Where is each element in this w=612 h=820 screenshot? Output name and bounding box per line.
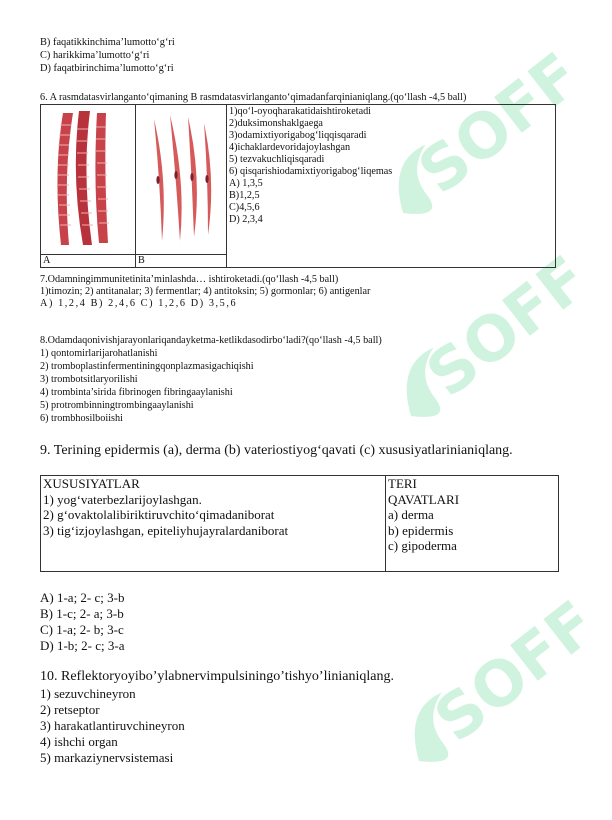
q8-item: 4) trombinta’sirida fibrinogen fibringaaylanishi: [40, 387, 233, 398]
q6-image-b-cell: [136, 105, 227, 255]
prev-option-b: B) faqatikkinchima’lumotto‘g‘ri: [40, 37, 175, 48]
svg-text:SOFF: SOFF: [404, 38, 594, 209]
q9-right-header-2: QAVATLARI: [388, 491, 460, 507]
q6-item: 2)duksimonshaklgaega: [229, 118, 323, 129]
q6-option: D) 2,3,4: [229, 214, 263, 225]
q6-item: 6) qisqarishiodamixtiyorigabog‘liqemas: [229, 166, 393, 177]
svg-text:SOFF: SOFF: [420, 586, 610, 757]
q9-right-header-1: TERI: [388, 476, 417, 491]
q9-table: [40, 475, 559, 572]
watermark-logo-2: [360, 241, 602, 475]
q9-feature: 1) yog‘vaterbezlarijoylashgan.: [43, 491, 202, 507]
q8-item: 3) trombotsitlaryorilishi: [40, 374, 138, 385]
q8-item: 5) protrombinningtrombingaaylanishi: [40, 400, 194, 411]
smooth-muscle-image: [136, 105, 226, 249]
q9-feature: 3) tig‘izjoylashgan, epiteliyhujayralardaniborat: [43, 522, 289, 538]
q6-option: C)4,5,6: [229, 202, 260, 213]
q6-item: 4)ichaklardevoridajoylashgan: [229, 142, 351, 153]
q6-option: B)1,2,5: [229, 190, 260, 201]
q6-label-a: A: [41, 255, 136, 268]
q8-item: 1) qontomirlarijarohatlanishi: [40, 348, 158, 359]
q6-item: 1)qo‘l-oyoqharakatidaishtiroketadi: [229, 106, 372, 117]
q6-item: 3)odamixtiyorigabog‘liqqisqaradi: [229, 130, 367, 141]
q9-left-header: XUSUSIYATLAR: [43, 476, 140, 491]
q10-item: 1) sezuvchineyron: [40, 686, 136, 701]
watermark-logo-3: [368, 586, 610, 820]
q8-item: 2) tromboplastinfermentiningqonplazmasigachiqishi: [40, 361, 254, 372]
q6-table: [40, 104, 556, 268]
q9-option-b: B) 1-c; 2- a; 3-b: [40, 606, 124, 621]
q9-option-c: C) 1-a; 2- b; 3-c: [40, 622, 124, 637]
q10-item: 5) markaziynervsistemasi: [40, 750, 174, 765]
q7-list: 1)timozin; 2) antitanalar; 3) fermentlar; 4) antitoksin; 5) gormonlar; 6) antigenlar: [40, 286, 371, 297]
striated-muscle-image: [41, 105, 135, 249]
prev-option-d: D) faqatbirinchima’lumotto‘g‘ri: [40, 63, 174, 74]
q9-features-cell: [41, 476, 386, 572]
q9-option-a: A) 1-a; 2- c; 3-b: [40, 590, 125, 605]
q7-options: A) 1,2,4 B) 2,4,6 C) 1,2,6 D) 3,5,6: [40, 298, 238, 309]
q8-item: 6) trombhosilboiishi: [40, 413, 123, 424]
q6-title: 6. A rasmdatasvirlanganto‘qimaning B rasmdatasvirlanganto‘qimadanfarqinianiqlang.(qo‘llash -4,5 ball): [40, 92, 467, 103]
q9-title: 9. Terining epidermis (a), derma (b) vateriostiyog‘qavati (c) xususiyatlarinianiqlang.: [40, 443, 513, 458]
q6-image-a-cell: [41, 105, 136, 255]
q9-layer: c) gipoderma: [388, 538, 457, 554]
q8-title: 8.Odamdaqonivishjarayonlariqandayketma-ketlikdasodirbo‘ladi?(qo‘llash -4,5 ball): [40, 335, 382, 346]
q6-option: A) 1,3,5: [229, 178, 263, 189]
q9-feature: 2) g‘ovaktolalibiriktiruvchito‘qimadaniborat: [43, 507, 275, 523]
q9-layer: b) epidermis: [388, 522, 454, 538]
q10-title: 10. Reflektoryoyibo’ylabnervimpulsiningo’tishyo’linianiqlang.: [40, 669, 394, 684]
prev-option-c: C) harikkima’lumotto‘g‘ri: [40, 50, 150, 61]
q10-item: 4) ishchi organ: [40, 734, 118, 749]
svg-text:SOFF: SOFF: [412, 241, 602, 412]
q9-option-d: D) 1-b; 2- c; 3-a: [40, 638, 125, 653]
q9-layer: a) derma: [388, 507, 434, 523]
q7-title: 7.Odamningimmunitetinita’minlashda… ishtiroketadi.(qo‘llash -4,5 ball): [40, 274, 339, 285]
q6-statements-cell: [227, 105, 556, 268]
q6-item: 5) tezvakuchliqisqaradi: [229, 154, 325, 165]
q6-label-b: B: [136, 255, 227, 268]
q10-item: 2) retseptor: [40, 702, 100, 717]
q9-layers-cell: [386, 476, 559, 572]
q10-item: 3) harakatlantiruvchineyron: [40, 718, 185, 733]
